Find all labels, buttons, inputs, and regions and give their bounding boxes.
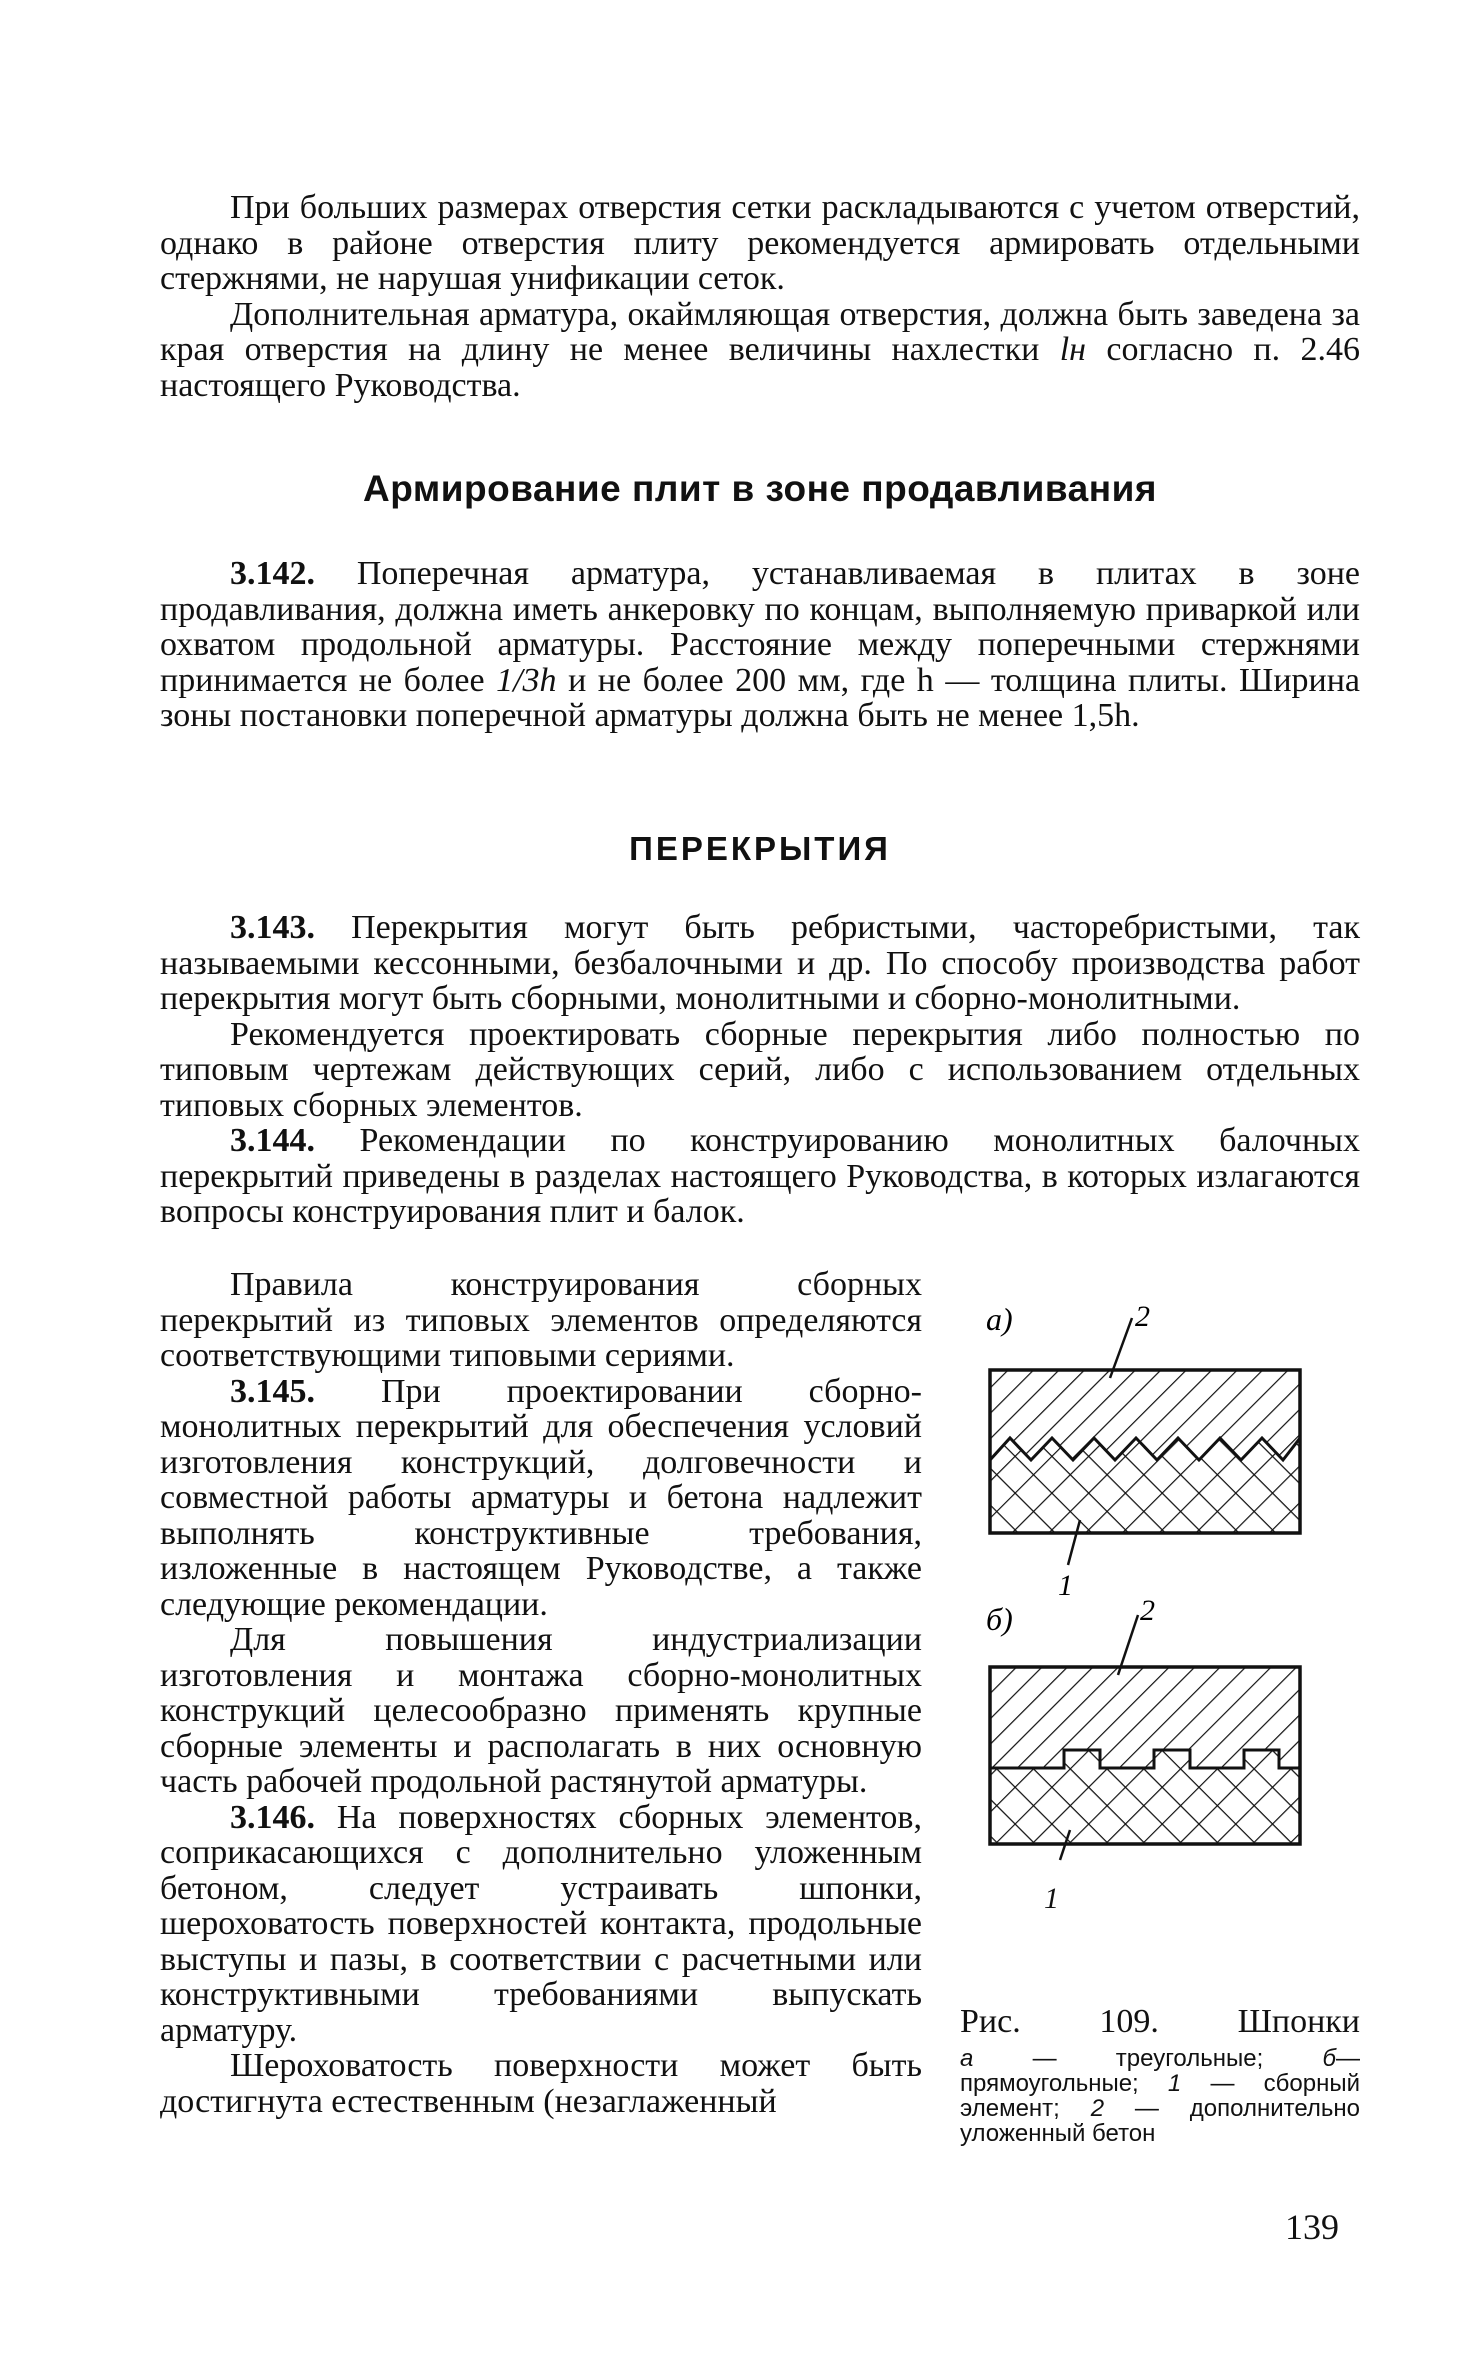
callout-1-b: 1	[1044, 1882, 1059, 1915]
clause-3-142-text	[160, 556, 1360, 734]
callout-1-a: 1	[1058, 1569, 1073, 1602]
page-number: 139	[1285, 2207, 1339, 2247]
clause-number: 3.143.	[230, 909, 315, 946]
caption-title-text: Шпонки	[1237, 2003, 1360, 2040]
intro-paragraph-2	[160, 297, 1360, 404]
section-heading-floors: ПЕРЕКРЫТИЯ	[629, 830, 891, 867]
lap-length-symbol: lн	[1059, 331, 1087, 368]
legend-key-a: а	[960, 2045, 974, 2072]
intro-p2-text-a: Дополнительная арматура, окаймляющая отверстия, должна быть заведена за края отверстия на длину не менее величины нахлестки	[160, 295, 1360, 368]
intro-paragraph-1: При больших размерах отверстия сетки раскладываются с учетом отверстий, однако в районе отверстия плиту рекомендуется армировать отдельными стержнями, не нарушая унификации сеток.	[160, 189, 1360, 297]
clause-3-142-text-a: Поперечная арматура, устанавливаемая в плитах в зоне продавливания, должна иметь анкеровку по концам, выполняемую приваркой или охватом продольной арматуры. Расстояние между поперечными стержнями принимается не более	[160, 555, 1360, 699]
clauses-full-width	[160, 910, 1360, 1230]
legend-text-2: — дополнительно уложенный бетон	[960, 2095, 1360, 2147]
legend-key-1: 1	[1167, 2070, 1182, 2097]
keys-diagram	[960, 1290, 1360, 1870]
clause-3-145-text	[160, 1374, 922, 1623]
legend-text-a: — треугольные;	[973, 2045, 1323, 2072]
figure-109	[960, 1290, 1360, 1870]
clause-3-145-paragraph-2: Для повышения индустриализации изготовления и монтажа сборно-монолитных конструкций целесообразно применять крупные сборные элементы и располагать в них основную часть рабочей продольной растянутой арматуры.	[160, 1621, 922, 1800]
figure-caption	[960, 2004, 1360, 2146]
triangular-keys-section	[990, 1370, 1300, 1533]
legend-key-b: б	[1322, 2045, 1336, 2072]
caption-legend	[960, 2046, 1360, 2146]
clause-3-142-text-b: и не более 200 мм, где h — толщина плиты. Ширина зоны постановки поперечной арматуры должна быть не менее 1,5h.	[160, 661, 1360, 734]
clause-number: 3.144.	[230, 1122, 315, 1159]
caption-number: 109.	[1099, 2003, 1159, 2040]
clause-3-143-body: Перекрытия могут быть ребристыми, часторебристыми, так называемыми кессонными, безбалочными и др. По способу производства работ перекрытия могут быть сборными, монолитными и сборно-монолитными.	[160, 909, 1360, 1017]
callout-2-a: 2	[1135, 1300, 1150, 1333]
clause-3-146-text	[160, 1800, 922, 2049]
intro-p2-text-b: согласно п. 2.46 настоящего Руководства.	[160, 331, 1360, 404]
clause-3-143-text	[160, 910, 1360, 1017]
label-b: б)	[986, 1601, 1013, 1637]
legend-text-1: — сборный элемент;	[960, 2070, 1361, 2122]
intro-block	[160, 190, 1360, 403]
clause-3-145-body: При проектировании сборно-монолитных перекрытий для обеспечения условий изготовления конструкций, долговечности и совместной работы арматуры и бетона надлежит выполнять конструктивные требования, изложенные в настоящем Руководстве, а также следующие рекомендации.	[160, 1372, 922, 1623]
clause-number: 3.142.	[230, 555, 315, 592]
clause-3-146-body: На поверхностях сборных элементов, соприкасающихся с дополнительно уложенным бетоном, следует устраивать шпонки, шероховатость поверхностей контакта, продольные выступы и пазы, в соответствии с расчетными или конструктивными требованиями выпускать арматуру.	[160, 1798, 922, 2049]
caption-prefix: Рис.	[960, 2003, 1021, 2040]
topping-hatch-a	[990, 1370, 1300, 1460]
clause-3-143-paragraph-2: Рекомендуется проектировать сборные перекрытия либо полностью по типовым чертежам действующих серий, либо с использованием отдельных типовых сборных элементов.	[160, 1015, 1360, 1124]
clause-number: 3.145.	[230, 1372, 315, 1410]
fraction-one-third-h: 1/3h	[496, 661, 557, 699]
legend-text-b: —прямоугольные;	[960, 2045, 1360, 2097]
section1-heading-wrap	[160, 468, 1360, 510]
clause-number: 3.146.	[230, 1798, 315, 1836]
caption-title	[960, 2004, 1360, 2040]
clause-3-142	[160, 556, 1360, 734]
narrow-column	[160, 1267, 922, 2119]
legend-key-2: 2	[1090, 2095, 1105, 2122]
rectangular-keys-section	[990, 1667, 1300, 1844]
clause-3-144-paragraph-2: Правила конструирования сборных перекрытий из типовых элементов определяются соответствующими типовыми сериями.	[160, 1266, 922, 1374]
clause-3-146-paragraph-2: Шероховатость поверхности может быть достигнута естественным (незаглаженный	[160, 2047, 922, 2120]
callout-2-b: 2	[1140, 1594, 1155, 1627]
clause-3-144-text	[160, 1123, 1360, 1230]
label-a: а)	[986, 1301, 1013, 1337]
section2-heading-wrap	[160, 830, 1360, 868]
section-heading-punching: Армирование плит в зоне продавливания	[363, 468, 1157, 509]
clause-3-144-body: Рекомендации по конструированию монолитных балочных перекрытий приведены в разделах настоящего Руководства, в которых излагаются вопросы конструирования плит и балок.	[160, 1122, 1360, 1230]
